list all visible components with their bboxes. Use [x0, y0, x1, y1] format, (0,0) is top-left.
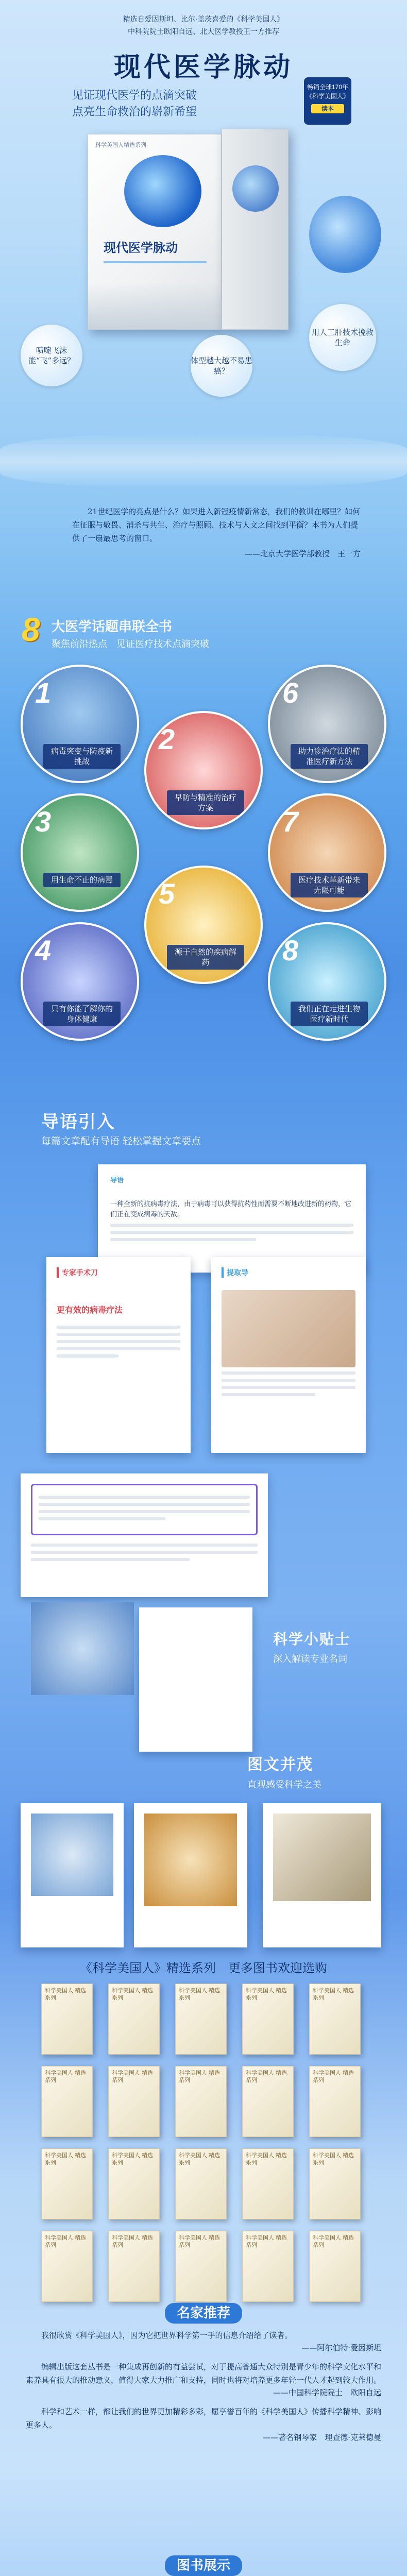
book-cover-front [88, 134, 222, 330]
series-book-cover [175, 1984, 227, 2055]
series-book-label: 科学美国人 精选系列 [313, 1988, 354, 2001]
question-bubble-1: 喷嚏飞沫能“飞”多远？ [21, 325, 82, 386]
series-book-label: 科学美国人 精选系列 [246, 2070, 287, 2083]
topic-number: 7 [282, 805, 299, 838]
quote-source: ——北京大学医学部教授 王一方 [244, 549, 361, 558]
text-line [57, 1326, 180, 1329]
series-book-cover [175, 2148, 227, 2219]
illus-subtitle: 直观感受科学之美 [247, 1780, 321, 1790]
topic-number: 4 [35, 934, 52, 967]
cover-rule [104, 261, 207, 263]
badge-mid: 《科学美国人》 [306, 93, 349, 100]
text-line [39, 1517, 165, 1520]
page-tag-right: 提取导 [222, 1267, 355, 1278]
display-title: 图书展示 [165, 2555, 242, 2576]
section-8-subtitle: 聚焦前沿热点 见证医疗技术点滴突破 [52, 639, 209, 650]
guide-page-lead: 一种全新的抗病毒疗法，由于病毒可以获得抗药性而需要不断地改进新的药物，它们正在变成病毒的天敌。 [110, 1200, 352, 1218]
text-line [222, 1386, 355, 1389]
section-8-number: 8 [22, 611, 40, 648]
text-line [57, 1333, 180, 1336]
series-book-cover [108, 2148, 160, 2219]
topic-label: 助力诊治疗法的精准医疗新方法 [291, 744, 368, 769]
question-bubble-3: 用人工肝技术挽救生命 [309, 304, 376, 371]
series-book-cover [309, 1984, 361, 2055]
subtitle-2: 点亮生命救治的崭新希望 [72, 106, 197, 118]
decorative-wave [0, 433, 407, 489]
recommend-source-1: ——阿尔伯特·爱因斯坦 [301, 2343, 381, 2352]
series-book-label: 科学美国人 精选系列 [179, 2235, 221, 2248]
text-line [57, 1347, 180, 1350]
topic-number: 1 [35, 676, 52, 709]
topic-label: 医疗技术革新带来无限可能 [291, 873, 368, 897]
series-book-cover [242, 1984, 294, 2055]
guide-subtitle: 每篇文章配有导语 轻松掌握文章要点 [41, 1136, 201, 1147]
topic-number: 6 [282, 676, 299, 709]
topic-label: 病毒突变与防疫新挑战 [43, 744, 121, 769]
page-tag-left: 专家手术刀 [57, 1267, 180, 1278]
quote-text: 21世纪医学的亮点是什么？如果进入新冠疫情新常态，我们的教训在哪里？如何在征服与敬畏、消杀与共生、治疗与照顾、技术与人文之间找到平衡？本书为人们提供了一扇最思考的窗口。 [72, 507, 361, 543]
topic-label: 早防与精准的治疗方案 [167, 790, 244, 815]
back-heart-illustration [232, 165, 279, 212]
topic-circle-6 [268, 665, 386, 783]
series-book-label: 科学美国人 精选系列 [112, 2153, 154, 2166]
series-book-cover [41, 2148, 93, 2219]
book-cover-title: 现代医学脉动 [104, 240, 178, 255]
tip-box [31, 1484, 258, 1535]
series-book-cover [242, 2148, 294, 2219]
topic-circle-8 [268, 922, 386, 1041]
series-book-label: 科学美国人 精选系列 [112, 2070, 154, 2083]
intro-line-2: 中科院院士欧阳自远、北大医学教授王一方推荐 [128, 28, 279, 36]
text-line [31, 1544, 258, 1547]
guide-title: 导语引入 [41, 1112, 115, 1132]
recommend-title: 名家推荐 [165, 2303, 242, 2324]
series-book-cover [108, 2066, 160, 2137]
series-book-label: 科学美国人 精选系列 [179, 1988, 221, 2001]
tip-page-small [139, 1607, 252, 1752]
series-badge [304, 77, 351, 125]
topic-number: 3 [35, 805, 52, 838]
guide-page-sample [98, 1164, 366, 1273]
series-book-label: 科学美国人 精选系列 [112, 2235, 154, 2248]
tip-subtitle: 深入解读专业名词 [273, 1654, 347, 1665]
question-bubble-2: 体型越大越不易患癌？ [191, 335, 252, 397]
text-line [110, 1238, 256, 1241]
tip-image-left [31, 1602, 134, 1695]
text-line [39, 1510, 250, 1513]
series-book-label: 科学美国人 精选系列 [45, 1988, 87, 2001]
illus-page-1 [21, 1803, 124, 1947]
series-book-cover [175, 2066, 227, 2137]
illus-page-3 [263, 1803, 381, 1947]
page-title: 现代医学脉动 [113, 52, 293, 83]
recommend-box [26, 2329, 381, 2576]
text-line [222, 1371, 355, 1375]
topic-label: 我们正在走进生物医疗新时代 [291, 1002, 368, 1026]
badge-tag: 读本 [311, 104, 344, 113]
series-book-cover [41, 2231, 93, 2302]
illus-title: 图文并茂 [247, 1756, 313, 1774]
guide-page-left [46, 1257, 191, 1453]
series-book-label: 科学美国人 精选系列 [246, 2153, 287, 2166]
more-books-title: 《科学美国人》精选系列 更多图书欢迎选购 [80, 1961, 327, 1975]
series-book-cover [242, 2066, 294, 2137]
topic-number: 5 [159, 877, 175, 910]
series-book-cover [108, 2231, 160, 2302]
topic-circle-1 [21, 665, 139, 783]
illus-page-2 [134, 1803, 247, 1947]
subtitle-1: 见证现代医学的点滴突破 [72, 89, 197, 102]
intro-line-1: 精选自爱因斯坦、比尔·盖茨喜爱的《科学美国人》 [123, 15, 284, 24]
illus-image-1 [31, 1814, 113, 1896]
section-8-title: 大医学话题串联全书 [52, 619, 173, 635]
series-book-label: 科学美国人 精选系列 [179, 2153, 221, 2166]
text-line [222, 1379, 355, 1382]
recommend-text-3: 科学和艺术一样，都让我们的世界更加精彩多彩，愿享誉百年的《科学美国人》传播科学精神、影响更多人。 [26, 2407, 382, 2430]
quote-box [72, 505, 361, 592]
recommend-text-1: 我很欣赏《科学美国人》，因为它把世界科学第一手的信息介绍给了读者。 [41, 2331, 293, 2340]
text-line [57, 1354, 118, 1358]
series-book-cover [108, 1984, 160, 2055]
topic-label: 用生命不止的病毒 [43, 873, 121, 887]
series-book-cover [309, 2231, 361, 2302]
heart-illustration [124, 155, 201, 227]
text-line [222, 1393, 315, 1396]
series-book-cover [41, 1984, 93, 2055]
topic-circle-7 [268, 793, 386, 912]
series-book-label: 科学美国人 精选系列 [179, 2070, 221, 2083]
topic-number: 2 [159, 723, 175, 755]
text-line [110, 1231, 353, 1234]
text-line [110, 1224, 353, 1227]
guide-page-heading: 导语 [110, 1176, 124, 1184]
tip-page-sample [21, 1473, 268, 1597]
page-tag-mid: 更有效的病毒疗法 [57, 1306, 123, 1315]
series-book-label: 科学美国人 精选系列 [45, 2235, 87, 2248]
article-image [222, 1290, 355, 1367]
series-book-label: 科学美国人 精选系列 [313, 2235, 354, 2248]
tip-title: 科学小贴士 [273, 1631, 351, 1648]
topic-label: 源于自然的疾病解药 [167, 945, 244, 970]
series-book-label: 科学美国人 精选系列 [246, 1988, 287, 2001]
series-book-cover [175, 2231, 227, 2302]
recommend-source-3: ——著名钢琴家 理查德·克莱德曼 [263, 2433, 381, 2442]
cover-shade [88, 283, 221, 329]
topic-label: 只有你能了解你的身体健康 [43, 1002, 121, 1026]
series-book-label: 科学美国人 精选系列 [246, 2235, 287, 2248]
illus-image-2 [144, 1814, 237, 1906]
topic-circle-3 [21, 793, 139, 912]
topic-circle-5 [144, 866, 263, 984]
text-line [31, 1558, 190, 1561]
text-line [57, 1340, 180, 1343]
series-book-label: 科学美国人 精选系列 [313, 2153, 354, 2166]
topic-circle-4 [21, 922, 139, 1041]
recommend-text-2: 编辑出版这套丛书是一种集成再创新的有益尝试，对于提高普通大众特别是青少年的科学文化水平和素养具有很大的推动意义，值得大家大力推广和支持，同时也将对培养更多年轻一代人才起到较大作用。 [26, 2362, 382, 2385]
series-book-label: 科学美国人 精选系列 [45, 2153, 87, 2166]
series-book-cover [242, 2231, 294, 2302]
series-book-label: 科学美国人 精选系列 [313, 2070, 354, 2083]
series-book-cover [309, 2148, 361, 2219]
illus-image-3 [273, 1814, 371, 1901]
text-line [39, 1503, 250, 1506]
series-book-label: 科学美国人 精选系列 [45, 2070, 87, 2083]
more-books-grid [31, 1984, 381, 2303]
guide-page-right [211, 1257, 366, 1453]
topic-number: 8 [282, 934, 299, 967]
text-line [39, 1496, 250, 1499]
text-line [31, 1551, 258, 1554]
topic-circle-2 [144, 711, 263, 829]
book-cover-back [222, 129, 289, 330]
series-book-label: 科学美国人 精选系列 [112, 1988, 154, 2001]
recommend-source-2: ——中国科学院院士 欧阳自远 [273, 2388, 381, 2397]
series-book-cover [41, 2066, 93, 2137]
intro-text [0, 13, 407, 38]
series-book-cover [309, 2066, 361, 2137]
sphere-illustration [309, 196, 381, 273]
badge-top: 畅销全球170年 [307, 83, 349, 91]
book-series-label: 科学美国人精选系列 [95, 142, 146, 148]
